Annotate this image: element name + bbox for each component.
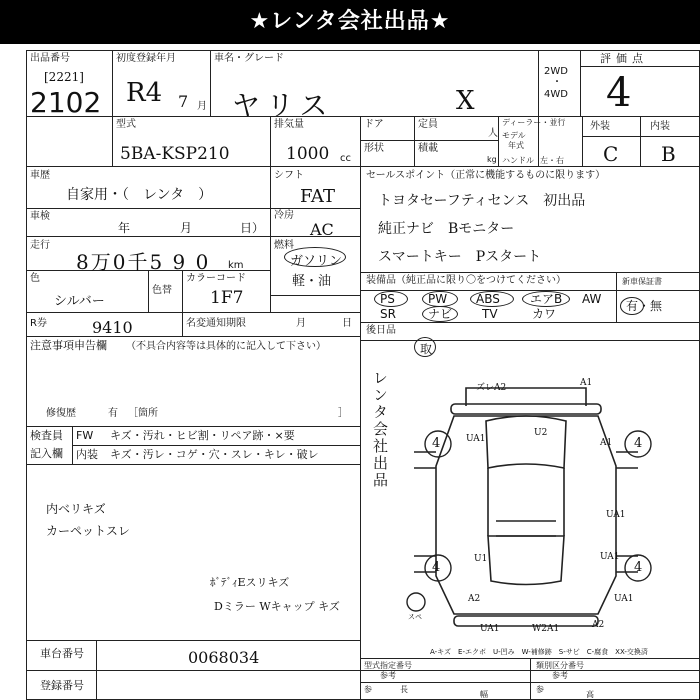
reg-no-label: 登録番号 — [40, 679, 84, 692]
tire-3: 4 — [432, 560, 441, 575]
spare-mark: スペ — [408, 613, 422, 621]
shaken-label: 車検 — [30, 211, 50, 222]
model-spec-label: 型式指定番号 — [364, 661, 412, 670]
name-change-label: 名変通知期限 — [186, 318, 246, 329]
cooler-label: 冷房 — [274, 210, 294, 221]
handle-label: ハンドル — [502, 156, 534, 165]
exterior-grade: C — [603, 142, 619, 166]
fuel-circle — [284, 247, 346, 267]
interior-grade: B — [661, 142, 676, 166]
mark-10: UA1 — [614, 594, 634, 604]
mileage-label: 走行 — [30, 240, 50, 251]
handnote-2: カーペットスレ — [46, 524, 130, 538]
rental-vertical: レンタ会社出品 — [371, 370, 389, 489]
equip-airbag: エアB — [530, 292, 563, 306]
chassis-label: 車台番号 — [40, 647, 84, 660]
equip-tv: TV — [482, 307, 498, 321]
mark-3: U2 — [534, 428, 548, 438]
mark-4: UA1 — [466, 434, 486, 444]
repair-label: 修復歴 — [46, 408, 76, 419]
first-reg-month: 7 — [178, 92, 189, 111]
mark-2: A1 — [580, 378, 593, 388]
door-label: ドア — [364, 119, 384, 130]
mileage-value: 8万0千5 9 0 — [76, 250, 211, 274]
recycle-label: R券 — [30, 318, 47, 329]
car-name-label: 車名・グレード — [214, 53, 284, 64]
history-value: 自家用・（ レンタ ） — [66, 187, 213, 203]
mark-13: A2 — [592, 620, 605, 630]
cooler-value: AC — [310, 220, 334, 239]
car-name: ヤリス — [232, 89, 334, 122]
tire-1: 4 — [432, 436, 441, 451]
mark-11: UA1 — [480, 624, 500, 634]
lot-label: 出品番号 — [30, 53, 70, 64]
equip-navi: ナビ — [428, 307, 453, 321]
first-reg-era: R4 — [126, 78, 163, 108]
dealer-label: ディーラー・並行 — [502, 118, 566, 127]
recycle-value: 9410 — [92, 318, 133, 337]
class-number-label: 類別区分番号 — [536, 661, 584, 670]
warranty-label: 新車保証書 — [622, 277, 662, 286]
load-label: 積載 — [418, 143, 438, 154]
car-damage-diagram — [396, 376, 696, 630]
fuel-value-1: ガソリン — [290, 254, 343, 269]
color-value: シルバー — [54, 294, 105, 309]
inspector-label-2: 記入欄 — [30, 447, 63, 460]
notes-sub: （不具合内容等は具体的に記入して下さい） — [126, 341, 326, 352]
repair-value: 有 — [108, 408, 118, 419]
drive-4wd: 4WD — [544, 89, 568, 100]
mark-5: A1 — [600, 438, 613, 448]
inspector-label-1: 検査員 — [30, 429, 63, 442]
mark-12: W2A1 — [532, 624, 560, 634]
first-reg-label: 初度登録年月 — [116, 53, 176, 64]
shape-label: 形状 — [364, 143, 384, 154]
inspector-row-2: キズ・汚レ・コゲ・穴・スレ・キレ・破レ — [110, 448, 319, 461]
model-value: 5BA-KSP210 — [120, 144, 230, 164]
interior-label: 内装 — [650, 121, 670, 132]
lot-corner: [2221] — [44, 70, 84, 84]
grade-label: 評価点 — [600, 52, 648, 65]
car-grade: X — [456, 86, 475, 116]
mark-7: U1 — [474, 554, 488, 564]
capacity-label: 定員 — [418, 119, 438, 130]
handnote-3: ﾎﾞﾃﾞｨEスリキズ — [210, 576, 290, 589]
drive-2wd: 2WD — [544, 66, 568, 77]
mark-1: ズレA2 — [476, 383, 507, 393]
sales-line-3: スマートキー Pスタート — [378, 249, 542, 265]
first-reg-month-unit: 月 — [197, 101, 207, 112]
warranty-value: 有・無 — [626, 299, 663, 313]
history-label: 車歴 — [30, 170, 50, 181]
shift-label: シフト — [274, 170, 304, 181]
rear-items-value: 取 — [420, 342, 433, 356]
color-label: 色 — [30, 273, 40, 284]
color-code-label: カラーコード — [186, 273, 246, 284]
mark-8: UA1 — [600, 552, 620, 562]
equip-abs: ABS — [476, 292, 500, 306]
notes-label: 注意事項申告欄 — [30, 339, 107, 352]
grade-value: 4 — [606, 70, 632, 116]
lot-number: 2102 — [30, 86, 102, 119]
equip-sr: SR — [380, 307, 396, 321]
tire-4: 4 — [634, 560, 643, 575]
sales-line-1: トヨタセーフティセンス 初出品 — [378, 193, 586, 209]
damage-legend: A-キズ E-エクボ U-凹み W-補修跡 S-サビ C-腐食 XX-交換済 — [430, 648, 648, 656]
rental-banner: ★レンタ会社出品★ — [0, 0, 700, 44]
model-label: 型式 — [116, 119, 136, 130]
inspector-row-1: キズ・汚れ・ヒビ割・リペア跡・×要 — [110, 429, 295, 442]
equip-aw: AW — [582, 292, 602, 306]
tire-2: 4 — [634, 436, 643, 451]
fuel-label: 燃料 — [274, 240, 294, 251]
equip-ps: PS — [380, 292, 395, 306]
mark-9: A2 — [468, 594, 481, 604]
chassis-number: 0068034 — [188, 648, 260, 667]
handnote-4: Dミラー Wキャップ キズ — [214, 600, 340, 613]
handnote-1: 内ベリキズ — [46, 502, 106, 516]
equipment-label: 装備品（純正品に限り〇をつけてください） — [366, 275, 566, 286]
sales-label: セールスポイント（正常に機能するものに限ります） — [366, 170, 606, 181]
shift-value: FAT — [300, 186, 335, 207]
disp-value: 1000 — [286, 144, 330, 164]
mark-6: UA1 — [606, 510, 626, 520]
rear-items-label: 後日品 — [366, 325, 396, 336]
disp-label: 排気量 — [274, 119, 304, 130]
equip-leather: カワ — [532, 307, 557, 321]
fuel-value-2: 軽・油 — [292, 274, 332, 289]
exterior-label: 外装 — [590, 121, 610, 132]
color-code: 1F7 — [210, 288, 244, 308]
color-change-label: 色替 — [152, 285, 172, 296]
sales-line-2: 純正ナビ Bモニター — [378, 221, 515, 237]
equip-pw: PW — [428, 292, 448, 306]
